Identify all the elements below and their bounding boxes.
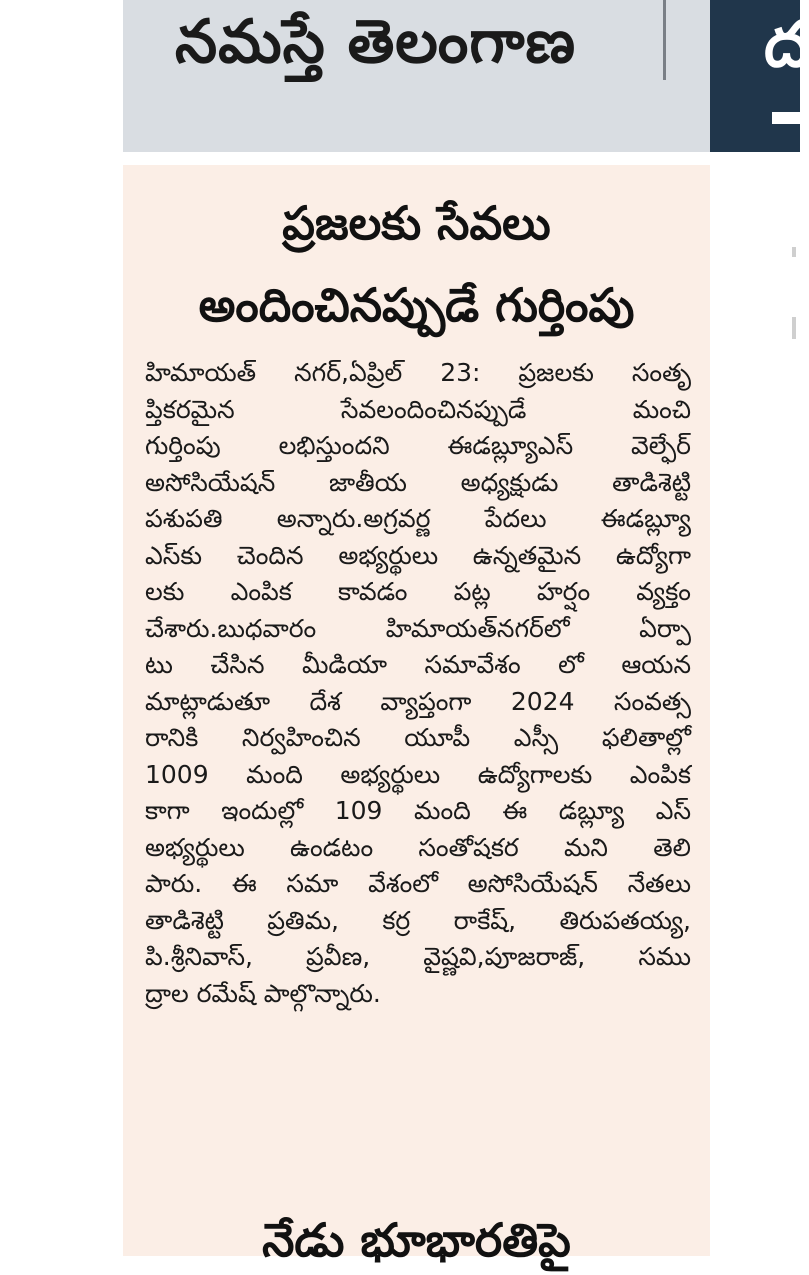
body-line: పారు. ఈ సమా వేశంలో అసోసియేషన్ నేతలు xyxy=(145,869,691,898)
article-headline-line-1: ప్రజలకు సేవలు xyxy=(282,196,551,250)
body-line: లకు ఎంపిక కావడం పట్ల హర్షం వ్యక్తం xyxy=(145,577,691,606)
margin-mark xyxy=(792,247,796,257)
body-line: హిమాయత్ నగర్,ఏప్రిల్ 23: ప్రజలకు సంతృ xyxy=(145,358,691,387)
body-line: టు చేసిన మీడియా సమావేశం లో ఆయన xyxy=(145,650,691,679)
body-line: పశుపతి అన్నారు.అగ్రవర్ణ పేదలు ఈడబ్ల్యూ xyxy=(145,504,691,533)
body-line: కాగా ఇందుల్లో 109 మంది ఈ డబ్ల్యూ ఎస్ xyxy=(145,796,691,825)
body-line: చేశారు.బుధవారం హిమాయత్‌నగర్‌లో ఏర్పా xyxy=(145,613,691,643)
adjacent-masthead-char: ద xyxy=(764,8,809,82)
news-article xyxy=(123,165,710,1267)
adjacent-masthead-bar xyxy=(772,112,800,124)
body-line: రానికి నిర్వహించిన యూపీ ఎస్సీ ఫలితాల్లో xyxy=(145,723,691,752)
page-margin-right xyxy=(710,152,800,1256)
body-line: తాడిశెట్టి ప్రతిమ, కర్ర రాకేష్, తిరుపతయ్య, xyxy=(145,905,691,935)
body-line: పి.శ్రీనివాస్, ప్రవీణ, వైష్ణవి,పూజరాజ్, సము xyxy=(145,942,691,971)
body-line: అసోసియేషన్ జాతీయ అధ్యక్షుడు తాడిశెట్టి xyxy=(145,467,691,497)
margin-mark xyxy=(792,317,796,339)
body-line: ప్తికరమైన సేవలందించినప్పుడే మంచి xyxy=(145,394,691,424)
body-line: ద్రాల రమేష్ పాల్గొన్నారు. xyxy=(145,978,381,1008)
article-body xyxy=(145,355,691,1012)
body-line: అభ్యర్థులు ఉండటం సంతోషకర మని తెలి xyxy=(145,832,691,862)
body-line: గుర్తింపు లభిస్తుందని ఈడబ్ల్యూఎస్ వెల్ఫేర్ xyxy=(145,431,691,460)
article-headline-line-2: అందించినప్పుడే గుర్తింపు xyxy=(198,278,635,332)
body-line: 1009 మంది అభ్యర్థులు ఉద్యోగాలకు ఎంపిక xyxy=(145,759,691,789)
page-margin-left xyxy=(0,0,123,1256)
masthead xyxy=(123,0,710,152)
body-line: మాట్లాడుతూ దేశ వ్యాప్తంగా 2024 సంవత్స xyxy=(145,686,691,716)
adjacent-masthead-panel xyxy=(710,0,809,152)
body-line: ఎస్‌కు చెందిన అభ్యర్థులు ఉన్నతమైన ఉద్యోగా xyxy=(145,540,691,570)
newspaper-title: నమస్తే తెలంగాణ xyxy=(175,7,577,77)
next-article-headline: నేడు భూభారతిపై xyxy=(262,1213,571,1267)
masthead-divider xyxy=(663,0,666,80)
